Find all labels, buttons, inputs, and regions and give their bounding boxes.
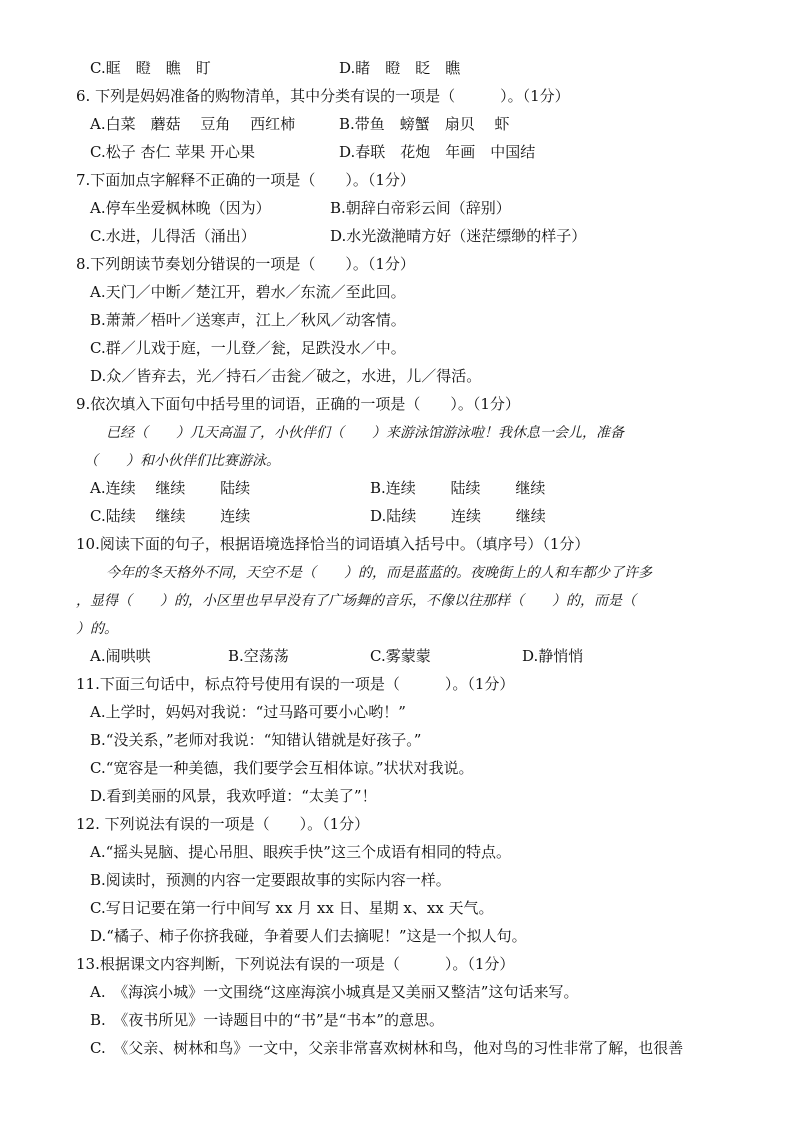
q11-option-b: B.“没关系，”老师对我说：“知错认错就是好孩子。” [90, 731, 422, 749]
q10-option-b: B.空荡荡 [228, 647, 289, 665]
q9-option-b: B.连续 陆续 继续 [370, 479, 546, 497]
q9-sentence-line-1: 已经（ ）几天高温了，小伙伴们（ ）来游泳馆游泳啦！我休息一会儿，准备 [106, 425, 624, 441]
q6-option-b: B.带鱼 螃蟹 扇贝 虾 [339, 115, 510, 133]
q5-option-c: C.眶 瞪 瞧 盯 [90, 59, 211, 77]
q7-option-b: B.朝辞白帝彩云间（辞别） [330, 199, 511, 217]
q10-option-c: C.雾蒙蒙 [370, 647, 431, 665]
q8-option-d: D.众／皆弃去，光／持石／击瓮／破之，水进，儿／得活。 [90, 367, 482, 385]
q8-option-b: B.萧萧／梧叶／送寒声，江上／秋风／动客情。 [90, 311, 406, 329]
question-13: 13.根据课文内容判断，下列说法有误的一项是（ ）。（1分） [76, 955, 515, 973]
q10-sentence-line-3: ）的。 [76, 621, 118, 637]
q7-option-a: A.停车坐爱枫林晚（因为） [90, 199, 271, 217]
q12-option-d: D.“橘子、柿子你挤我碰，争着要人们去摘呢！”这是一个拟人句。 [90, 927, 527, 945]
question-8: 8.下列朗读节奏划分错误的一项是（ ）。（1分） [76, 255, 415, 273]
question-9: 9.依次填入下面句中括号里的词语，正确的一项是（ ）。（1分） [76, 395, 520, 413]
q12-option-a: A.“摇头晃脑、提心吊胆、眼疾手快”这三个成语有相同的特点。 [90, 843, 511, 861]
q11-option-d: D.看到美丽的风景，我欢呼道：“太美了”！ [90, 787, 377, 805]
q12-option-b: B.阅读时，预测的内容一定要跟故事的实际内容一样。 [90, 871, 451, 889]
q6-option-a: A.白菜 蘑菇 豆角 西红柿 [90, 115, 296, 133]
q13-option-c: C. 《父亲、树林和鸟》一文中，父亲非常喜欢树林和鸟，他对鸟的习性非常了解，也很善 [90, 1039, 684, 1057]
q9-option-a: A.连续 继续 陆续 [90, 479, 251, 497]
question-11: 11.下面三句话中，标点符号使用有误的一项是（ ）。（1分） [76, 675, 515, 693]
question-10: 10.阅读下面的句子，根据语境选择恰当的词语填入括号中。（填序号）（1分） [76, 535, 590, 553]
q9-option-d: D.陆续 连续 继续 [370, 507, 546, 525]
q10-option-a: A.闹哄哄 [90, 647, 151, 665]
q7-option-d: D.水光潋滟晴方好（迷茫缥缈的样子） [330, 227, 587, 245]
q11-option-c: C.“宽容是一种美德，我们要学会互相体谅。”状状对我说。 [90, 759, 474, 777]
question-12: 12. 下列说法有误的一项是（ ）。（1分） [76, 815, 370, 833]
q9-sentence-line-2: （ ）和小伙伴们比赛游泳。 [84, 453, 280, 469]
q7-option-c: C.水进，儿得活（涌出） [90, 227, 256, 245]
q8-option-a: A.天门／中断／楚江开，碧水／东流／至此回。 [90, 283, 406, 301]
q11-option-a: A.上学时，妈妈对我说：“过马路可要小心哟！” [90, 703, 406, 721]
q13-option-a: A. 《海滨小城》一文围绕“这座海滨小城真是又美丽又整洁”这句话来写。 [90, 983, 579, 1001]
q6-option-d: D.春联 花炮 年画 中国结 [339, 143, 536, 161]
q10-sentence-line-2: ，显得（ ）的，小区里也早早没有了广场舞的音乐，不像以往那样（ ）的，而是（ [76, 593, 636, 609]
question-7: 7.下面加点字解释不正确的一项是（ ）。（1分） [76, 171, 415, 189]
q5-option-d: D.睹 瞪 眨 瞧 [339, 59, 461, 77]
question-6: 6. 下列是妈妈准备的购物清单，其中分类有误的一项是（ ）。（1分） [76, 87, 570, 105]
q10-option-d: D.静悄悄 [522, 647, 584, 665]
q9-option-c: C.陆续 继续 连续 [90, 507, 251, 525]
q13-option-b: B. 《夜书所见》一诗题目中的“书”是“书本”的意思。 [90, 1011, 444, 1029]
q12-option-c: C.写日记要在第一行中间写 xx 月 xx 日、星期 x、xx 天气。 [90, 899, 494, 917]
q10-sentence-line-1: 今年的冬天格外不同，天空不是（ ）的，而是蓝蓝的。夜晚街上的人和车都少了许多 [106, 565, 652, 581]
q6-option-c: C.松子 杏仁 苹果 开心果 [90, 143, 256, 161]
q8-option-c: C.群／儿戏于庭，一儿登／瓮，足跌没水／中。 [90, 339, 406, 357]
